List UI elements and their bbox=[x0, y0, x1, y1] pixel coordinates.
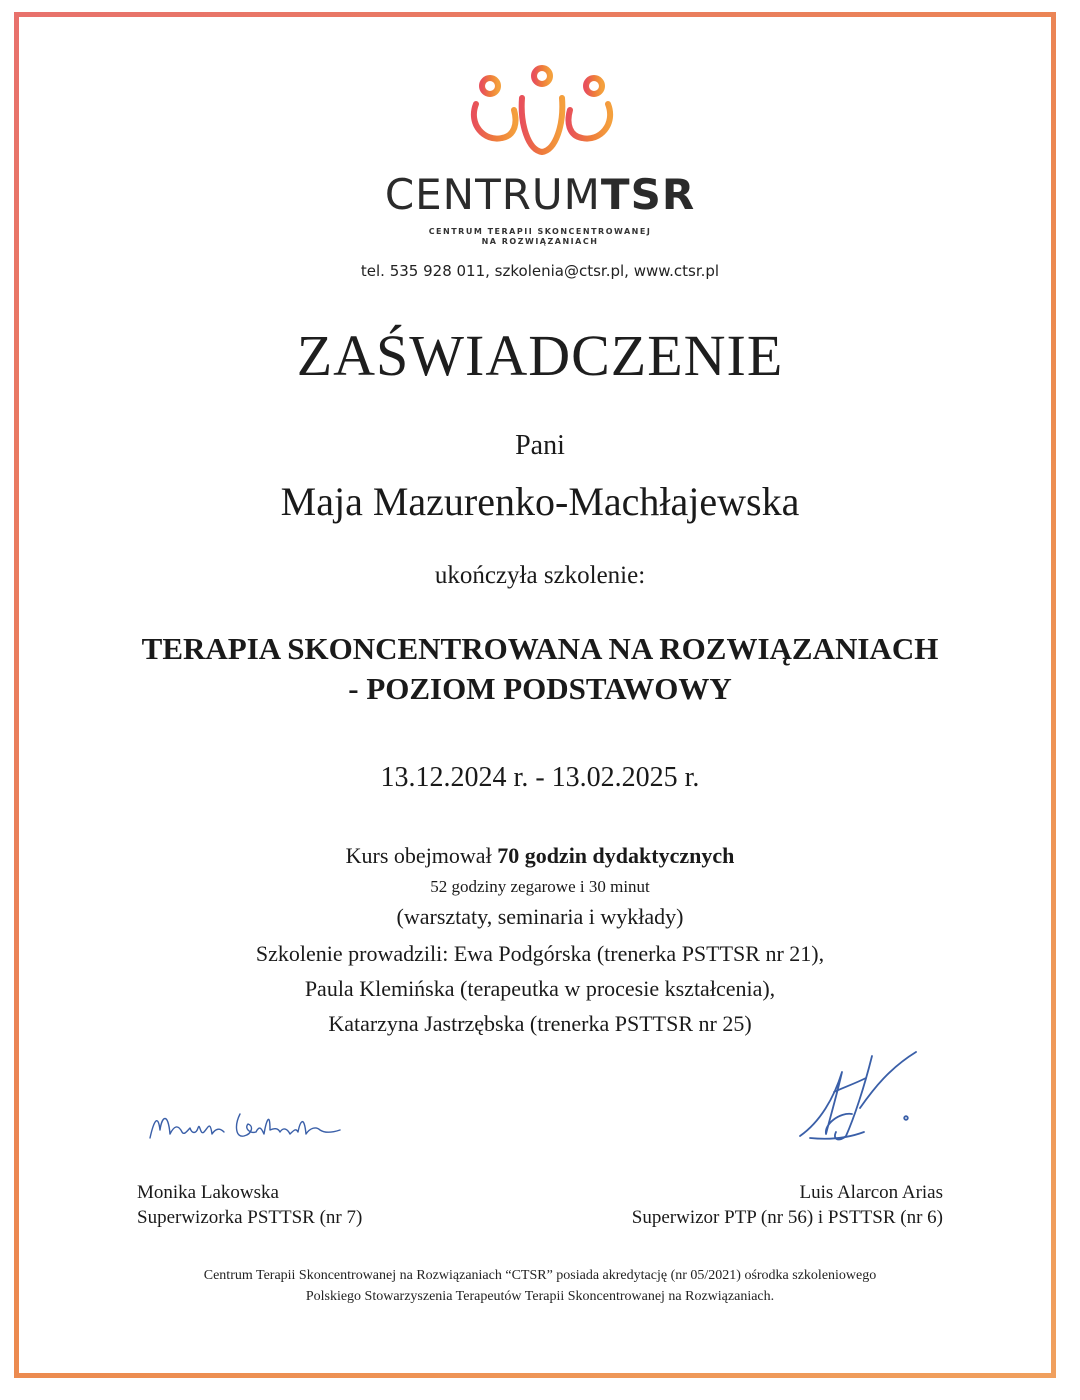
course-title-line2: - POZIOM PODSTAWOWY bbox=[348, 671, 732, 706]
recipient-name: Maja Mazurenko-Machłajewska bbox=[280, 479, 800, 524]
trainers-line2: Paula Klemińska (terapeutka w procesie kształcenia), bbox=[304, 976, 776, 1001]
course-hours-prefix: Kurs obejmował bbox=[345, 843, 498, 868]
signature-right-name: Luis Alarcon Arias bbox=[799, 1182, 943, 1203]
completed-text: ukończyła szkolenie: bbox=[434, 562, 646, 589]
trainers-line1: Szkolenie prowadzili: Ewa Podgórska (trenerka PSTTSR nr 21), bbox=[255, 941, 825, 966]
brand-name-bold: TSR bbox=[600, 170, 696, 219]
course-title bbox=[0, 629, 1080, 709]
course-hours-strong: 70 godzin dydaktycznych bbox=[497, 843, 735, 868]
signature-left-role: Superwizorka PSTTSR (nr 7) bbox=[137, 1207, 363, 1228]
brand-subtitle-line1: CENTRUM TERAPII SKONCENTROWANEJ bbox=[428, 227, 652, 236]
signature-left-name: Monika Lakowska bbox=[137, 1182, 279, 1203]
footer-line2: Polskiego Stowarzyszenia Terapeutów Terapii Skoncentrowanej na Rozwiązaniach. bbox=[305, 1289, 775, 1304]
accreditation-footer bbox=[0, 1265, 1080, 1307]
brand-subtitle bbox=[0, 227, 1080, 247]
course-dates: 13.12.2024 r. - 13.02.2025 r. bbox=[380, 762, 700, 793]
signature-right bbox=[632, 1180, 943, 1230]
document-title: ZAŚWIADCZENIE bbox=[296, 323, 784, 388]
trainers bbox=[0, 936, 1080, 1041]
contact-info: tel. 535 928 011, szkolenia@ctsr.pl, www.ctsr.pl bbox=[360, 262, 720, 280]
course-title-line1: TERAPIA SKONCENTROWANA NA ROZWIĄZANIACH bbox=[141, 631, 939, 666]
three-people-icon bbox=[462, 64, 622, 160]
brand-subtitle-line2: NA ROZWIĄZANIACH bbox=[481, 237, 599, 246]
signature-left bbox=[137, 1180, 362, 1230]
brand-name bbox=[0, 170, 1080, 219]
signature-right-role: Superwizor PTP (nr 56) i PSTTSR (nr 6) bbox=[631, 1207, 943, 1228]
brand-name-light: CENTRUM bbox=[384, 170, 601, 219]
signature-left-image bbox=[140, 1100, 350, 1150]
footer-line1: Centrum Terapii Skoncentrowanej na Rozwiązaniach “CTSR” posiada akredytację (nr 05/2021) ośrodka szkoleniowego bbox=[203, 1268, 877, 1283]
course-forms: (warsztaty, seminaria i wykłady) bbox=[396, 904, 684, 929]
signature-right-image bbox=[790, 1048, 920, 1148]
salutation: Pani bbox=[515, 430, 565, 461]
course-hours bbox=[0, 843, 1080, 869]
course-clock-hours: 52 godziny zegarowe i 30 minut bbox=[430, 877, 650, 896]
trainers-line3: Katarzyna Jastrzębska (trenerka PSTTSR nr 25) bbox=[328, 1011, 752, 1036]
